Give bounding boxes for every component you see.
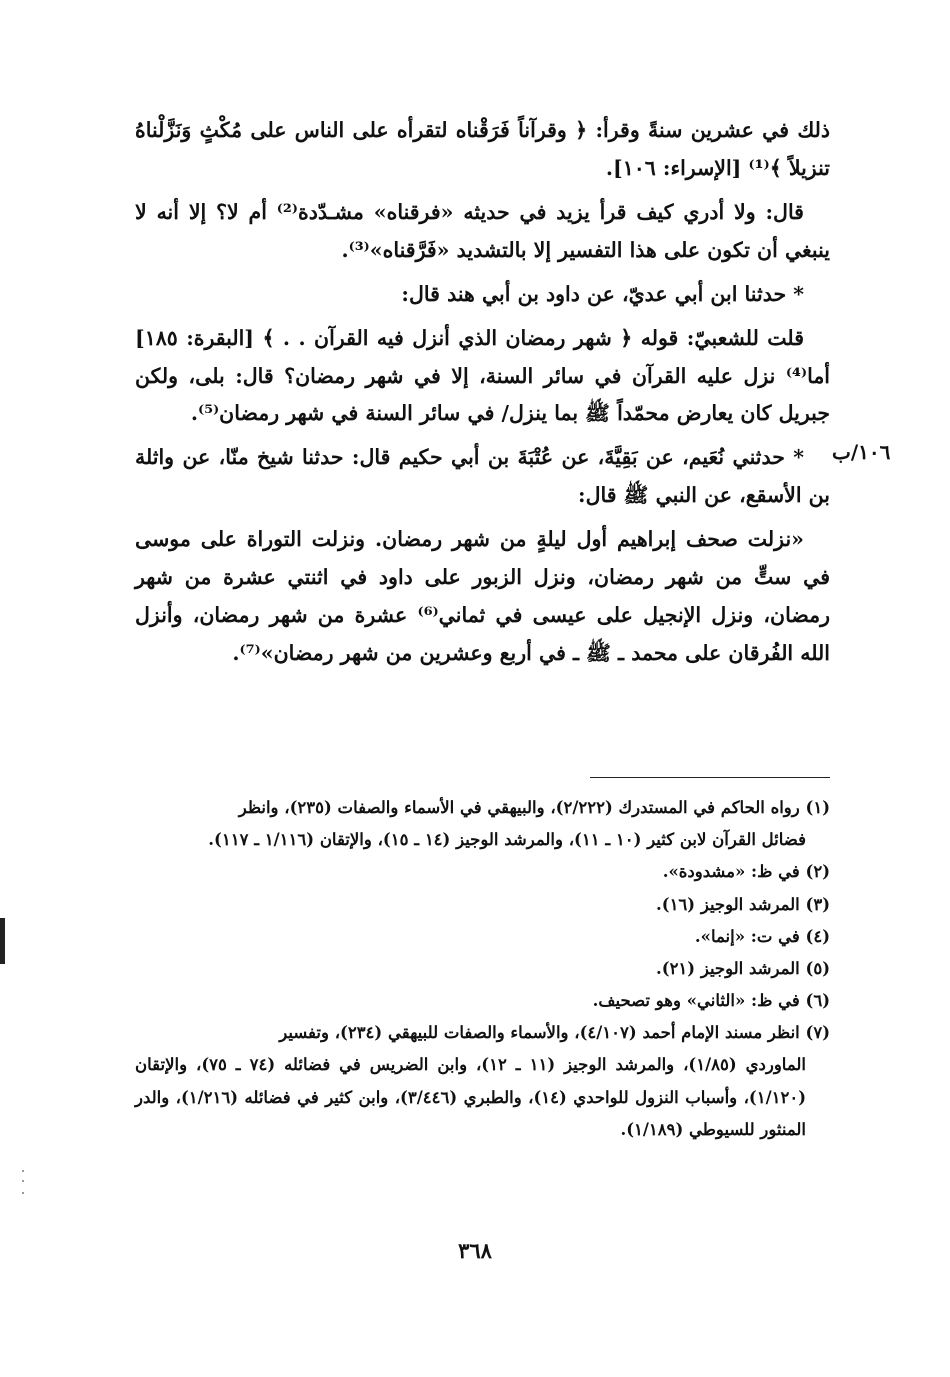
footnote-1 bbox=[135, 792, 830, 856]
footnote-6 bbox=[135, 985, 830, 1017]
footnote-3 bbox=[135, 889, 830, 921]
main-text bbox=[135, 112, 830, 679]
footnote-2 bbox=[135, 856, 830, 888]
paragraph-6: «نزلت صحف إبراهيم أول ليلةٍ من شهر رمضان. ونزلت التوراة على موسى في ستٍّ من شهر رمضان، ونزل الزبور على داود في اثنتي عشرة من شهر رمضان، ونزل الإنجيل على عيسى في ثماني⁽⁶⁾ عشرة من شهر رمضان، وأنزل الله الفُرقان على محمد ـ ﷺ ـ في أربع وعشرين من شهر رمضان»⁽⁷⁾. bbox=[135, 527, 831, 665]
paragraph-3: * حدثنا ابن أبي عديّ، عن داود بن أبي هند قال: bbox=[401, 281, 804, 306]
footnote-7-line: (٧) انظر مسند الإمام أحمد (٤/١٠٧)، والأسماء والصفات للبيهقي (٢٣٤)، وتفسير bbox=[279, 1023, 830, 1043]
footnote-5 bbox=[135, 953, 830, 985]
paragraph-2: قال: ولا أدري كيف قرأ يزيد في حديثه «فرقناه» مشـدّدة⁽²⁾ أم لا؟ إلا أنه لا ينبغي أن تكون على هذا التفسير إلا بالتشديد «فَرَّقناه»⁽³⁾. bbox=[135, 199, 830, 262]
scan-speck bbox=[22, 1180, 24, 1182]
footnote-2-line: (٢) في ظ: «مشدودة». bbox=[662, 862, 830, 882]
footnote-1-continuation: فضائل القرآن لابن كثير (١٠ ـ ١١)، والمرشد الوجيز (١٤ ـ ١٥)، والإتقان (١/١١٦ ـ ١١٧). bbox=[208, 830, 806, 850]
footnote-6-line: (٦) في ظ: «الثاني» وهو تصحيف. bbox=[592, 991, 830, 1011]
footnote-1-line: (١) رواه الحاكم في المستدرك (٢/٢٢٢)، والبيهقي في الأسماء والصفات (٢٣٥)، وانظر bbox=[238, 798, 830, 817]
scan-edge-mark bbox=[0, 918, 5, 964]
margin-folio-note: ١٠٦/ب bbox=[832, 440, 891, 464]
scan-speck bbox=[22, 1170, 24, 1172]
paragraph-4: قلت للشعبيّ: قوله ﴿ شهر رمضان الذي أنزل فيه القرآن . . ﴾ [البقرة: ١٨٥] أما⁽⁴⁾ نزل عليه القرآن في سائر السنة، إلا في شهر رمضان؟ قال: بلى، ولكن جبريل كان يعارض محمّداً ﷺ بما ينزل/ في سائر السنة في شهر رمضان⁽⁵⁾. bbox=[135, 325, 830, 426]
footnote-7-continuation: الماوردي (١/٨٥)، والمرشد الوجيز (١١ ـ ١٢)، وابن الضريس في فضائله (٧٤ ـ ٧٥)، والإتقان (١/١٢٠)، وأسباب النزول للواحدي (١٤)، والطبري (٣/٤٤٦)، وابن كثير في فضائله (١/٢١٦)، والدر المنثور للسيوطي (١/١٨٩). bbox=[135, 1055, 806, 1139]
footnote-4 bbox=[135, 921, 830, 953]
footnote-4-line: (٤) في ت: «إنما». bbox=[694, 926, 830, 946]
paragraph-1: ذلك في عشرين سنةً وقرأ: ﴿ وقرآناً فَرَقْناه لتقرأه على الناس على مُكْثٍ وَنَزَّلْناهُ تنزيلاً ﴾⁽¹⁾ [الإسراء: ١٠٦]. bbox=[135, 118, 830, 180]
footnote-5-line: (٥) المرشد الوجيز (٢١). bbox=[656, 958, 830, 978]
footnote-separator bbox=[590, 777, 830, 778]
page-number: ٣٦٨ bbox=[458, 1238, 492, 1263]
footnotes bbox=[135, 792, 830, 1146]
footnote-7 bbox=[135, 1017, 830, 1146]
paragraph-5: * حدثني نُعَيم، عن بَقِيَّةَ، عن عُتْبَةَ بن أبي حكيم قال: حدثنا شيخ منّا، عن واثلة بن الأسقع، عن النبي ﷺ قال: bbox=[135, 445, 830, 508]
footnote-3-line: (٣) المرشد الوجيز (١٦). bbox=[656, 894, 830, 914]
scan-speck bbox=[22, 1192, 24, 1194]
